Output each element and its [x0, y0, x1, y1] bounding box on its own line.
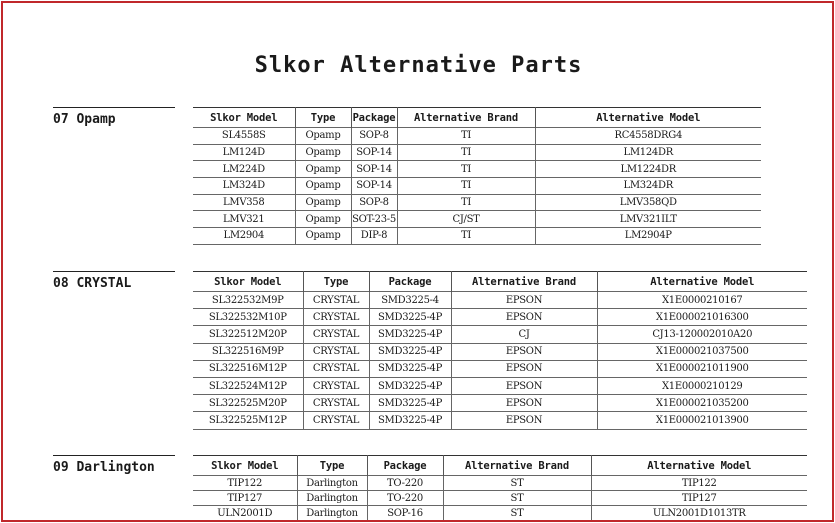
table-cell: ST: [443, 491, 591, 506]
section-label: 09 Darlington: [53, 455, 175, 475]
table-row: [193, 178, 761, 195]
table-cell: CRYSTAL: [303, 343, 369, 360]
table-cell: TI: [397, 161, 535, 178]
table-cell: SOP-14: [351, 161, 397, 178]
table-cell: TI: [397, 128, 535, 145]
table-cell: CRYSTAL: [303, 360, 369, 377]
table-cell: LM1224DR: [535, 161, 761, 178]
column-header: Package: [369, 272, 451, 292]
table-cell: TO-220: [367, 491, 443, 506]
table-row: [193, 412, 807, 429]
table-cell: X1E0000210129: [597, 377, 807, 394]
table-row: [193, 377, 807, 394]
table-cell: Darlington: [297, 476, 367, 491]
table-row: [193, 476, 807, 491]
table-cell: Darlington: [297, 491, 367, 506]
table-cell: SL322524M12P: [193, 377, 303, 394]
table-cell: LM324D: [193, 178, 295, 195]
table-row: [193, 128, 761, 145]
table-cell: SMD3225-4P: [369, 309, 451, 326]
table-cell: X1E000021013900: [597, 412, 807, 429]
table-row: [193, 292, 807, 309]
table-cell: SOP-8: [351, 128, 397, 145]
table-cell: SOP-14: [351, 144, 397, 161]
table-cell: X1E0000210167: [597, 292, 807, 309]
table-cell: TI: [397, 178, 535, 195]
column-header: Alternative Model: [597, 272, 807, 292]
table-cell: TIP122: [193, 476, 297, 491]
column-header: Alternative Brand: [443, 456, 591, 476]
table-cell: DIP-8: [351, 228, 397, 245]
table-cell: SL322512M20P: [193, 326, 303, 343]
table-cell: EPSON: [451, 360, 597, 377]
column-header: Alternative Model: [535, 108, 761, 128]
table-cell: Opamp: [295, 178, 351, 195]
column-header: Package: [351, 108, 397, 128]
table-header-row: [193, 272, 807, 292]
table-header-row: [193, 456, 807, 476]
table-cell: SMD3225-4P: [369, 343, 451, 360]
table-cell: SOP-8: [351, 194, 397, 211]
table-row: [193, 395, 807, 412]
table-cell: CRYSTAL: [303, 412, 369, 429]
table-row: [193, 161, 761, 178]
table-cell: TIP127: [193, 491, 297, 506]
table-cell: SOT-23-5: [351, 211, 397, 228]
table-cell: EPSON: [451, 377, 597, 394]
table-cell: SOP-14: [351, 178, 397, 195]
table-cell: CRYSTAL: [303, 377, 369, 394]
table-cell: RC4558DRG4: [535, 128, 761, 145]
table-cell: TI: [397, 144, 535, 161]
table-cell: LM2904: [193, 228, 295, 245]
column-header: Type: [297, 456, 367, 476]
table-cell: SMD3225-4P: [369, 412, 451, 429]
table-cell: SMD3225-4P: [369, 326, 451, 343]
table-cell: EPSON: [451, 395, 597, 412]
table-row: [193, 326, 807, 343]
table-row: [193, 194, 761, 211]
parts-table: [193, 455, 807, 521]
page-title: Slkor Alternative Parts: [254, 53, 583, 78]
table-cell: CRYSTAL: [303, 395, 369, 412]
table-row: [193, 506, 807, 521]
table-cell: SOP-16: [367, 506, 443, 521]
table-cell: Opamp: [295, 194, 351, 211]
table-row: [193, 228, 761, 245]
table-cell: LM2904P: [535, 228, 761, 245]
table-cell: ULN2001D1013TR: [591, 506, 807, 521]
table-cell: LMV358QD: [535, 194, 761, 211]
table-row: [193, 211, 761, 228]
table-cell: Opamp: [295, 161, 351, 178]
table-cell: TI: [397, 194, 535, 211]
table-row: [193, 491, 807, 506]
table-cell: X1E000021037500: [597, 343, 807, 360]
table-cell: SL322525M20P: [193, 395, 303, 412]
column-header: Slkor Model: [214, 275, 282, 288]
table-cell: CRYSTAL: [303, 292, 369, 309]
table-cell: SMD3225-4P: [369, 377, 451, 394]
table-cell: CRYSTAL: [303, 309, 369, 326]
parts-table: [193, 107, 761, 245]
table-row: [193, 360, 807, 377]
table-cell: ST: [443, 506, 591, 521]
table-cell: SL322516M12P: [193, 360, 303, 377]
table-cell: EPSON: [451, 343, 597, 360]
table-cell: SL4558S: [193, 128, 295, 145]
table-cell: SMD3225-4: [369, 292, 451, 309]
column-header: Type: [295, 108, 351, 128]
table-cell: X1E000021016300: [597, 309, 807, 326]
table-cell: ULN2001D: [193, 506, 297, 521]
table-cell: LMV358: [193, 194, 295, 211]
column-header: Type: [303, 272, 369, 292]
table-cell: X1E000021035200: [597, 395, 807, 412]
table-cell: CJ: [451, 326, 597, 343]
table-cell: TI: [397, 228, 535, 245]
parts-table: [193, 271, 807, 430]
table-cell: SMD3225-4P: [369, 360, 451, 377]
table-row: [193, 144, 761, 161]
table-cell: LM224D: [193, 161, 295, 178]
table-cell: TO-220: [367, 476, 443, 491]
table-cell: SL322516M9P: [193, 343, 303, 360]
document-frame: [1, 1, 834, 522]
table-cell: Darlington: [297, 506, 367, 521]
table-cell: LM124D: [193, 144, 295, 161]
table-cell: CRYSTAL: [303, 326, 369, 343]
column-header: Alternative Model: [591, 456, 807, 476]
table-cell: LMV321ILT: [535, 211, 761, 228]
table-cell: SL322532M9P: [193, 292, 303, 309]
table-cell: ST: [443, 476, 591, 491]
column-header: Package: [367, 456, 443, 476]
table-cell: LM124DR: [535, 144, 761, 161]
table-cell: SL322532M10P: [193, 309, 303, 326]
section-label: 07 Opamp: [53, 107, 175, 127]
table-cell: X1E000021011900: [597, 360, 807, 377]
table-cell: LM324DR: [535, 178, 761, 195]
column-header: Slkor Model: [211, 459, 279, 472]
column-header: Alternative Brand: [397, 108, 535, 128]
table-cell: Opamp: [295, 211, 351, 228]
table-header-row: [193, 108, 761, 128]
table-row: [193, 309, 807, 326]
table-cell: TIP127: [591, 491, 807, 506]
table-cell: EPSON: [451, 309, 597, 326]
table-cell: LMV321: [193, 211, 295, 228]
table-cell: EPSON: [451, 412, 597, 429]
section-label: 08 CRYSTAL: [53, 271, 175, 291]
table-cell: EPSON: [451, 292, 597, 309]
table-cell: CJ/ST: [397, 211, 535, 228]
table-cell: Opamp: [295, 228, 351, 245]
table-cell: SMD3225-4P: [369, 395, 451, 412]
table-row: [193, 343, 807, 360]
table-cell: Opamp: [295, 128, 351, 145]
table-cell: CJ13-120002010A20: [597, 326, 807, 343]
table-cell: Opamp: [295, 144, 351, 161]
table-cell: SL322525M12P: [193, 412, 303, 429]
table-cell: TIP122: [591, 476, 807, 491]
column-header: Alternative Brand: [451, 272, 597, 292]
column-header: Slkor Model: [210, 111, 278, 124]
